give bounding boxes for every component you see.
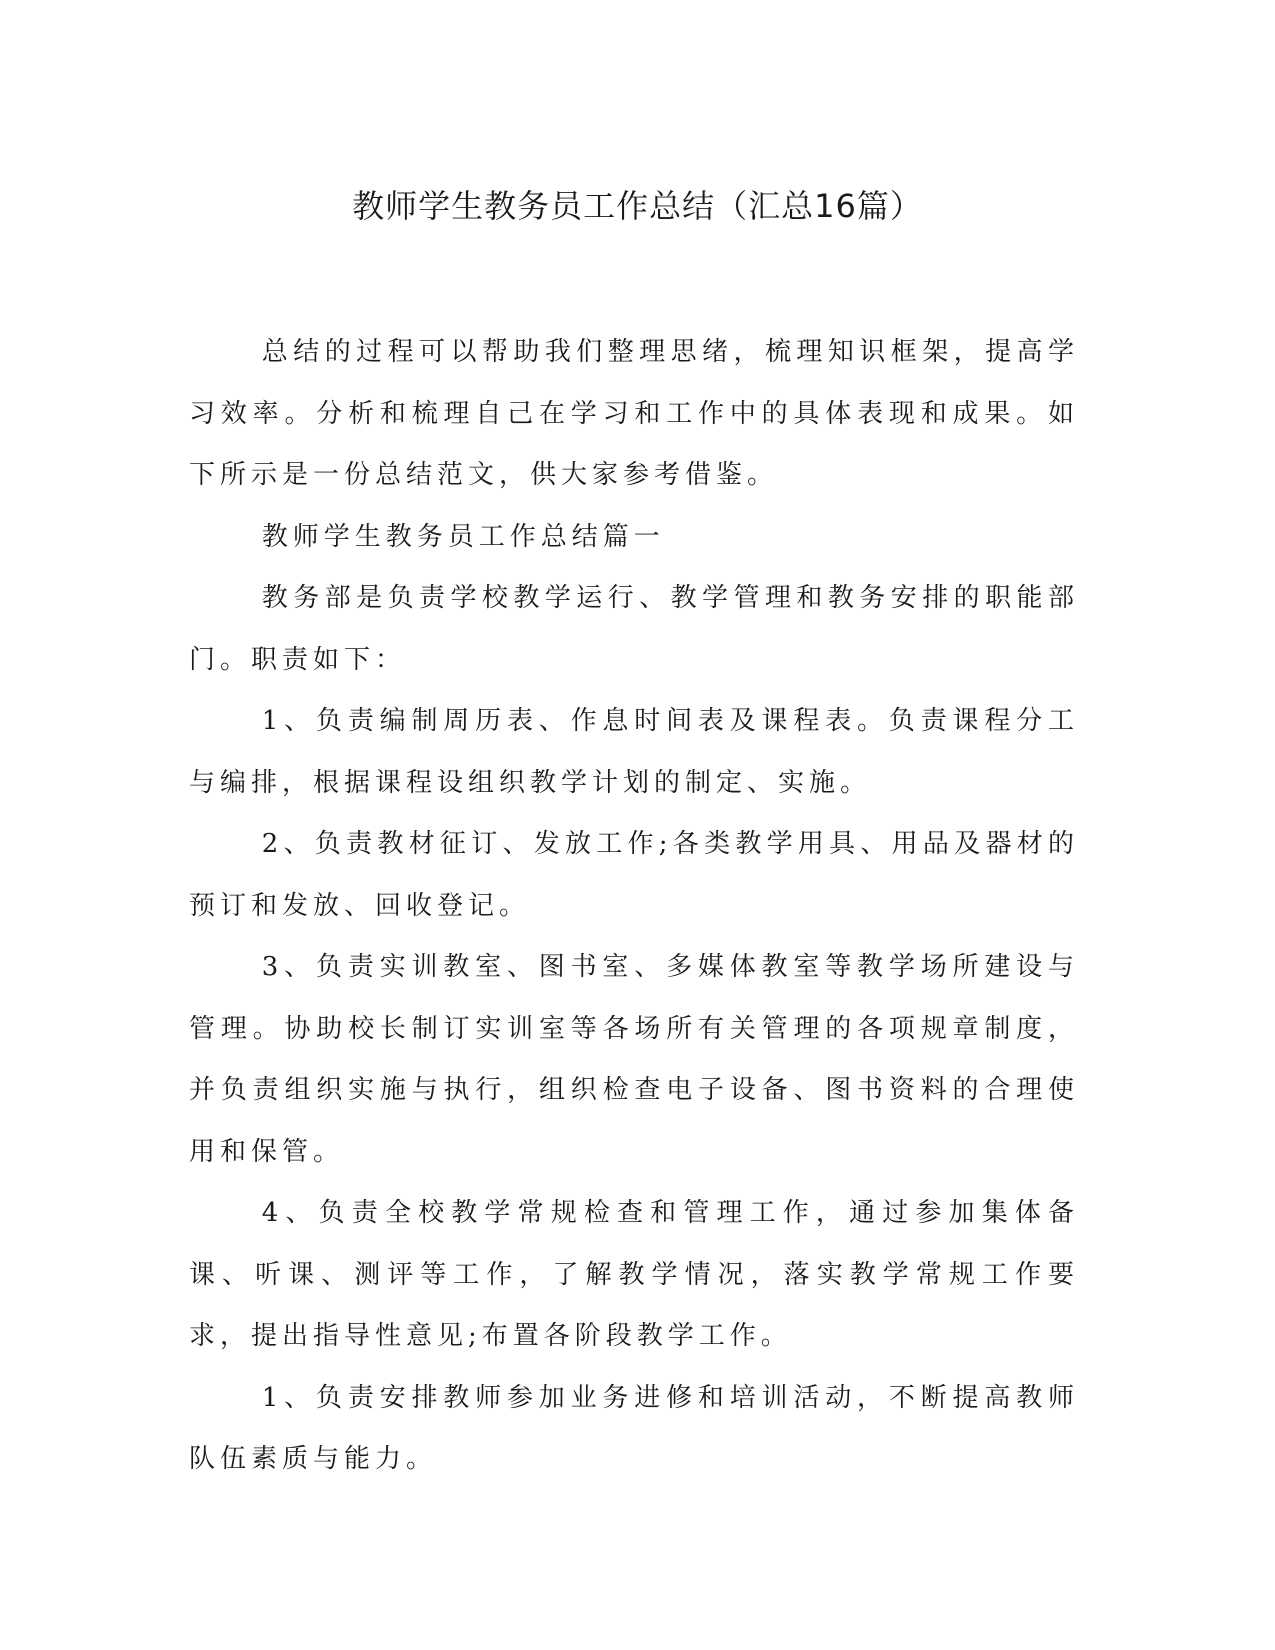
document-body	[189, 322, 1079, 1491]
intro-paragraph: 总结的过程可以帮助我们整理思绪，梳理知识框架，提高学习效率。分析和梳理自己在学习和工作中的具体表现和成果。如下所示是一份总结范文，供大家参考借鉴。	[189, 337, 1079, 490]
list-item: 1、负责安排教师参加业务进修和培训活动，不断提高教师队伍素质与能力。	[189, 1382, 1079, 1474]
list-item: 3、负责实训教室、图书室、多媒体教室等教学场所建设与管理。协助校长制订实训室等各场所有关管理的各项规章制度，并负责组织实施与执行，组织检查电子设备、图书资料的合理使用和保管。	[189, 952, 1079, 1167]
document-title: 教师学生教务员工作总结（汇总16篇）	[352, 187, 923, 225]
section-heading: 教师学生教务员工作总结篇一	[261, 521, 665, 552]
list-item: 4、负责全校教学常规检查和管理工作，通过参加集体备课、听课、测评等工作，了解教学情况，落实教学常规工作要求，提出指导性意见;布置各阶段教学工作。	[189, 1198, 1079, 1351]
list-item: 1、负责编制周历表、作息时间表及课程表。负责课程分工与编排，根据课程设组织教学计划的制定、实施。	[189, 706, 1079, 798]
body-paragraph: 教务部是负责学校教学运行、教学管理和教务安排的职能部门。职责如下：	[189, 583, 1079, 675]
list-item: 2、负责教材征订、发放工作;各类教学用具、用品及器材的预订和发放、回收登记。	[189, 829, 1079, 921]
